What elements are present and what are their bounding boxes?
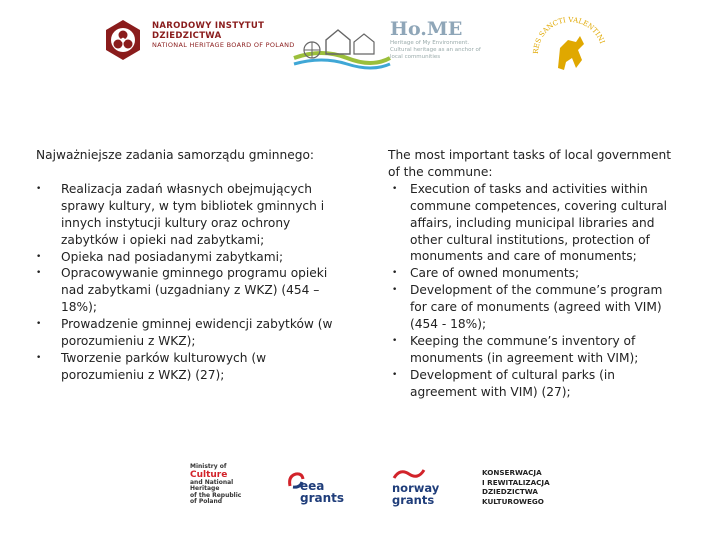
left-task-item	[36, 181, 336, 249]
moc-line6: of Poland	[190, 498, 223, 506]
bullet: •	[36, 251, 42, 262]
bullet: •	[392, 285, 398, 296]
polish-text-column	[36, 147, 336, 384]
bullet: •	[392, 369, 398, 380]
res-sancti-valentini-logo	[530, 10, 610, 80]
moc-line1: Ministry of	[190, 463, 227, 470]
left-task-text: Opieka nad posiadanymi zabytkami;	[61, 249, 284, 264]
nid-line1: NARODOWY INSTYTUT	[152, 21, 265, 31]
left-task-item	[36, 249, 336, 266]
kidk-line4: KULTUROWEGO	[482, 496, 544, 506]
norway-grants-logo	[386, 466, 458, 510]
nid-line2: DZIEDZICTWA	[152, 30, 222, 41]
moc-line5: of the Republic	[190, 491, 242, 499]
right-task-text: Development of cultural parks (in agreement with VIM) (27);	[410, 367, 615, 399]
bullet: •	[392, 183, 398, 194]
res-logo-text: RES SANCTI VALENTINI	[531, 15, 607, 55]
ministry-of-culture-logo	[190, 464, 250, 510]
nid-line3: NATIONAL HERITAGE BOARD OF POLAND	[152, 41, 295, 49]
right-task-text: Keeping the commune’s inventory of monuments (in agreement with VIM);	[410, 333, 639, 365]
moc-line4: Heritage	[190, 485, 220, 493]
right-task-text: Execution of tasks and activities within commune competences, covering cultural affairs, including municipal libraries and other cultural institutions, protection of monuments and care of monuments;	[410, 181, 668, 264]
left-task-text: Prowadzenie gminnej ewidencji zabytków (w porozumieniu z WKZ);	[61, 317, 333, 349]
right-heading: The most important tasks of local government of the commune:	[388, 148, 672, 179]
left-task-item	[36, 350, 336, 384]
bullet: •	[392, 268, 398, 279]
bullet: •	[36, 319, 42, 330]
right-task-item	[388, 181, 678, 266]
left-heading: Najważniejsze zadania samorządu gminnego:	[36, 148, 315, 162]
left-task-item	[36, 265, 336, 316]
home-title: Ho.ME	[390, 18, 463, 40]
kidk-line3: DZIEDZICTWA	[482, 487, 538, 496]
bullet: •	[36, 268, 42, 279]
left-task-text: Tworzenie parków kulturowych (w porozumieniu z WKZ) (27);	[61, 350, 267, 382]
left-task-text: Realizacja zadań własnych obejmujących sprawy kultury, w tym bibliotek gminnych i innych instytucji kultury oraz ochrony zabytków i opieki nad zabytkami;	[61, 181, 325, 247]
left-task-text: Opracowywanie gminnego programu opieki nad zabytkami (uzgadniany z WKZ) (454 – 18%);	[61, 266, 328, 315]
norway-swirl-icon	[392, 468, 426, 480]
english-text-column	[388, 147, 678, 401]
norway-text: norway grants	[392, 481, 440, 507]
right-task-text: Care of owned monuments;	[410, 266, 580, 281]
right-task-item	[388, 265, 678, 282]
bullet: •	[36, 352, 42, 363]
home-subtitle: Heritage of My Environment. Cultural heritage as an anchor of local communities	[390, 40, 481, 60]
kidk-logo	[482, 468, 554, 508]
eea-grants-logo	[286, 466, 356, 510]
kidk-line2: I REWITALIZACJA	[482, 477, 550, 487]
nid-wordmark	[152, 22, 295, 51]
right-task-text: Development of the commune’s program for care of monuments (agreed with VIM) (454 - 18%);	[410, 283, 663, 332]
right-task-item	[388, 367, 678, 401]
right-task-item	[388, 282, 678, 333]
moc-line3: and National	[190, 478, 234, 486]
right-task-item	[388, 333, 678, 367]
bullet: •	[36, 183, 42, 194]
bullet: •	[392, 335, 398, 346]
eea-text: eea grants	[300, 479, 345, 505]
left-task-item	[36, 316, 336, 350]
kidk-line1: KONSERWACJA	[482, 468, 542, 477]
moc-line2: Culture	[190, 469, 228, 480]
